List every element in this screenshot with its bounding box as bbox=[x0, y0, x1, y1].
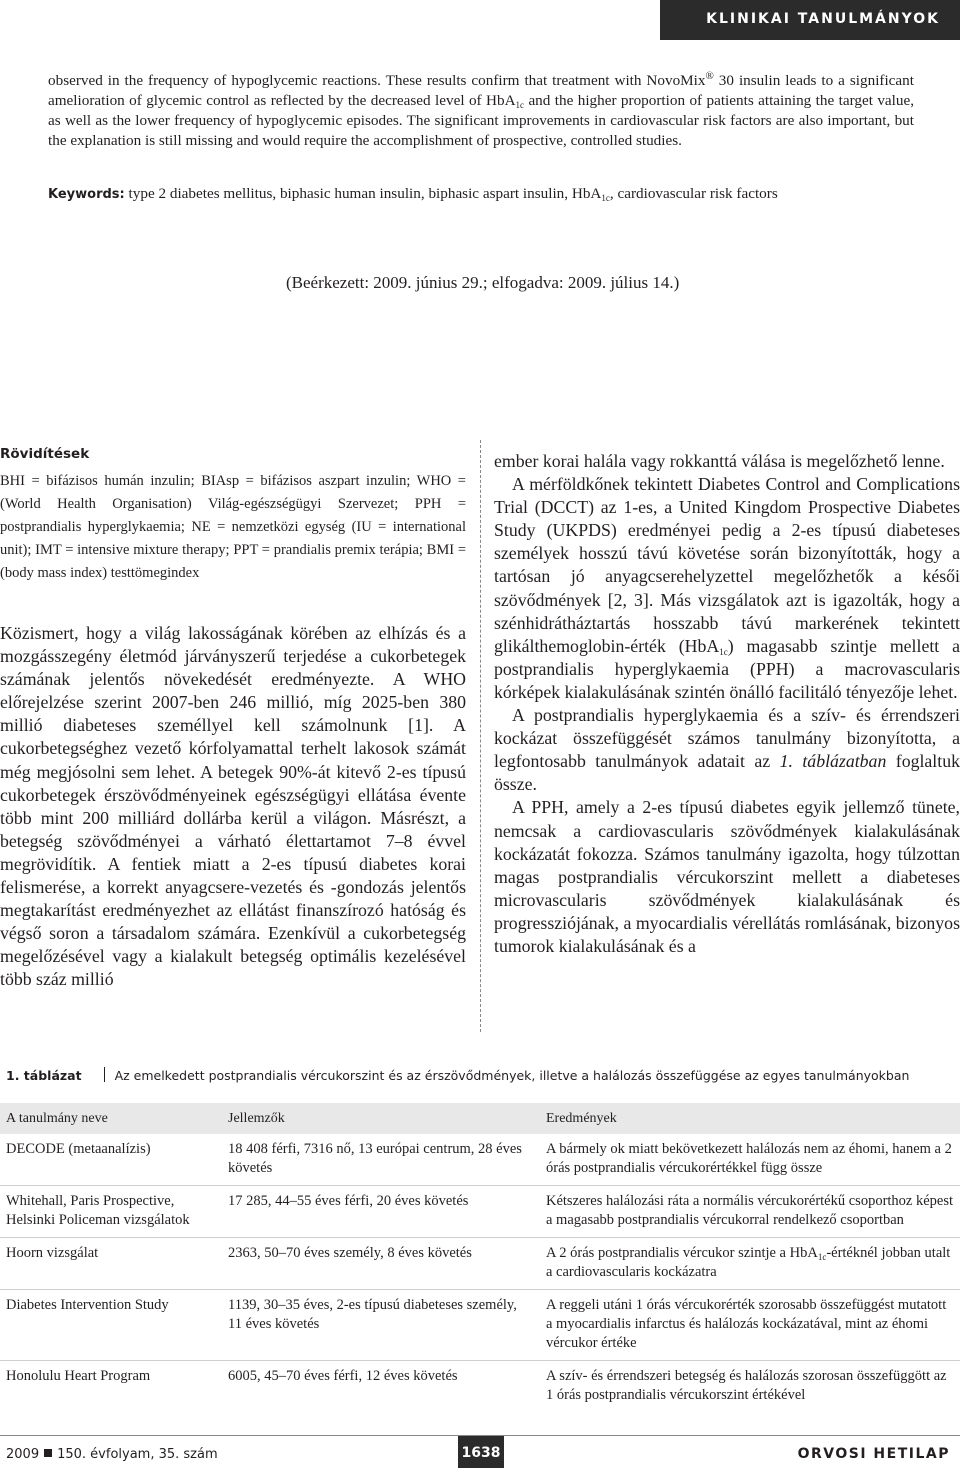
keywords: Keywords: type 2 diabetes mellitus, biphasic human insulin, biphasic aspart insulin, HbA$_{1c}$, cardiovascular risk factors bbox=[48, 185, 778, 203]
issue-info: 2009 150. évfolyam, 35. szám bbox=[6, 1447, 218, 1462]
abbreviations-text: BHI = bifázisos humán inzulin; BIAsp = bifázisos aszpart inzulin; WHO = (World Health Organisation) Világ-egészségügyi Szervezet; PPH = postprandialis hyperglykaemia; NE = nemzetközi egység (IU = international unit); IMT = intensive mixture therapy; PPT = prandialis premix terápia; BMI = (body mass index) testtömegindex bbox=[0, 473, 466, 581]
received-dates: (Beérkezett: 2009. június 29.; elfogadva: 2009. július 14.) bbox=[286, 273, 680, 292]
right-column bbox=[494, 450, 960, 958]
journal-name: ORVOSI HETILAP bbox=[797, 1446, 950, 1462]
table-cell: Kétszeres halálozási ráta a normális vércukorértékű csoporthoz képest a magasabb postprandialis vércukorral rendelkező csoportban bbox=[546, 1193, 954, 1228]
table-cell: 17 285, 44–55 éves férfi, 20 éves követés bbox=[228, 1193, 469, 1209]
square-bullet-icon bbox=[44, 1449, 52, 1457]
paragraph-pph-symptom: A PPH, amely a 2-es típusú diabetes egyik jellemző tünete, nemcsak a cardiovascularis szövődmények kialakulásának kockázatát fokozza. Számos tanulmány igazolta, hogy túlzottan magas postprandialis vércukorszint mellett a diabeteses microvascularis szövődmények kialakulásának és progressziójának, a myocardialis vérellátás romlásának, bizonyos tumorok kialakulásának és a bbox=[494, 797, 960, 956]
table-cell: A bármely ok miatt bekövetkezett halálozás nem az éhomi, hanem a 2 órás postprandialis vércukorértékkel függ össze bbox=[546, 1141, 952, 1176]
table-row bbox=[0, 1238, 960, 1290]
abbreviations-title: Rövidítések bbox=[0, 446, 90, 462]
left-column bbox=[0, 622, 466, 992]
header-study-name: A tanulmány neve bbox=[6, 1111, 108, 1126]
table-reference[interactable]: 1. táblázatban bbox=[779, 751, 887, 772]
table-cell: Whitehall, Paris Prospective, Helsinki Policeman vizsgálatok bbox=[6, 1193, 190, 1228]
keywords-label: Keywords: bbox=[48, 187, 125, 202]
page-footer bbox=[0, 1435, 960, 1474]
table-cell: Honolulu Heart Program bbox=[6, 1368, 151, 1384]
section-title: KLINIKAI TANULMÁNYOK bbox=[706, 11, 940, 27]
header-bar bbox=[660, 0, 960, 40]
caption-separator bbox=[104, 1067, 105, 1082]
table-cell: A szív- és érrendszeri betegség és halálozás szorosan összefüggött az 1 órás postprandialis vércukorszint értékével bbox=[546, 1368, 947, 1403]
studies-table bbox=[0, 1103, 960, 1412]
table-header-row bbox=[0, 1103, 960, 1134]
table-cell: A reggeli utáni 1 órás vércukorérték szorosabb összefüggést mutatott a myocardialis infarctus és halálozás kockázatával, mint az éhomi vércukor értéke bbox=[546, 1297, 947, 1351]
table-cell: 6005, 45–70 éves férfi, 12 éves követés bbox=[228, 1368, 458, 1384]
header-characteristics: Jellemzők bbox=[228, 1111, 285, 1126]
table-cell: 18 408 férfi, 7316 nő, 13 európai centrum, 28 éves követés bbox=[228, 1141, 522, 1176]
table-cell: 2363, 50–70 éves személy, 8 éves követés bbox=[228, 1245, 472, 1261]
table-cell: A 2 órás postprandialis vércukor szintje a HbA$_{1c}$-értéknél jobban utalt a cardiovascularis kockázatra bbox=[546, 1245, 951, 1280]
column-divider bbox=[480, 440, 481, 1032]
paragraph-pph-risk: A postprandialis hyperglykaemia és a szív- és érrendszeri kockázat összefüggését számos tanulmány bizonyította, a legfontosabb tanulmányok adatait az 1. táblázatban foglaltuk össze. bbox=[494, 705, 960, 795]
abstract-paragraph: observed in the frequency of hypoglycemic reactions. These results confirm that treatment with NovoMix® 30 insulin leads to a significant amelioration of glycemic control as reflected by the decreased level of HbA$_{1c}$ and the higher proportion of patients attaining the target value, as well as the lower frequency of hypoglycemic episodes. The significant improvements in cardiovascular risk factors are also important, but the explanation is still missing and would require the accomplishment of prospective, controlled studies. bbox=[48, 70, 915, 150]
table-cell: Hoorn vizsgálat bbox=[6, 1245, 99, 1261]
table-row bbox=[0, 1186, 960, 1238]
paragraph-dcct: A mérföldkőnek tekintett Diabetes Control and Complications Trial (DCCT) az 1-es, a United Kingdom Prospective Diabetes Study (UKPDS) eredményei pedig a 2-es típusú diabeteses személyek hosszú távú követése során bizonyították, hogy a tartósan jó anyagcserehelyzettel megelőzhetők a késői szövődmények [2, 3]. Más vizsgálatok azt is igazolták, hogy a szénhidrátháztartás hosszabb távú markerének tekintett glikálthemoglobin-érték (HbA$_{1c}$) magasabb szintje mellett a postprandialis hyperglykaemia (PPH) a macrovascularis kórképek kialakulásának szintén önálló facilitáló tényezője lehet. bbox=[494, 474, 960, 702]
table-row bbox=[0, 1290, 960, 1361]
table-row bbox=[0, 1361, 960, 1413]
page-number: 1638 bbox=[458, 1436, 504, 1468]
header-results: Eredmények bbox=[546, 1111, 617, 1126]
table-title: Az emelkedett postprandialis vércukorszint és az érszövődmények, illetve a halálozás összefüggése az egyes tanulmányokban bbox=[114, 1068, 910, 1083]
table-row bbox=[0, 1134, 960, 1186]
intro-paragraph: Közismert, hogy a világ lakosságának körében az elhízás és a mozgásszegény életmód járványszerű terjedése a cukorbetegek számának jelentős növekedését eredményezte. A WHO előrejelzése szerint 2007-ben 246 millió, míg 2025-ben 380 millió diabeteses személlyel kell számolnunk [1]. A cukorbetegséghez vezető kórfolyamattal terhelt lakosok számát még megjósolni sem lehet. A betegek 90%-át kitevő 2-es típusú cukorbetegek érszövődményeinek egészségügyi ellátása évente több mint 200 milliárd dollárba kerül a világon. Másrészt, a betegség szövődményei a várható élettartamot 7–8 évvel megrövidítik. A fentiek miatt a 2-es típusú diabetes korai felismerése, a korrekt anyagcsere-vezetés és -gondozás jelentős megtakarítást eredményezhet az ellátást finanszírozó hatóság és végső soron a társadalom számára. Ezenkívül a cukorbetegség megelőzésével vagy a kialakult betegség optimális kezelésével több száz millió bbox=[0, 623, 466, 990]
table-cell: DECODE (metaanalízis) bbox=[6, 1141, 151, 1157]
table-caption bbox=[6, 1067, 956, 1083]
table-cell: Diabetes Intervention Study bbox=[6, 1297, 169, 1313]
table-cell: 1139, 30–35 éves, 2-es típusú diabeteses személy, 11 éves követés bbox=[228, 1297, 517, 1332]
paragraph-continuation: ember korai halála vagy rokkanttá válása is megelőzhető lenne. bbox=[494, 451, 945, 471]
table-number: 1. táblázat bbox=[6, 1068, 82, 1083]
